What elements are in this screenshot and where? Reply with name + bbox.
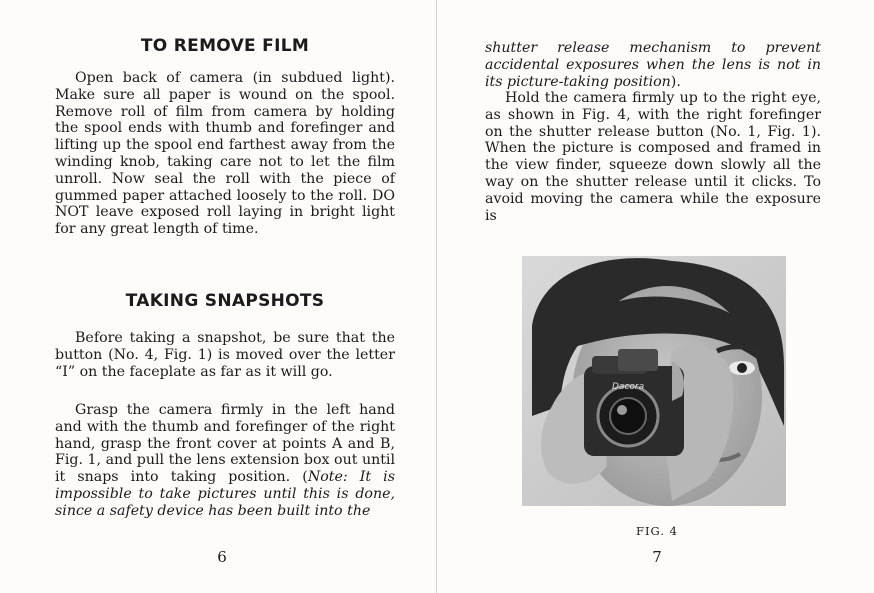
page-number-right: 7 [652,548,662,566]
woman-with-camera-illustration [522,256,786,506]
continued-paragraph [485,40,821,90]
snapshots-paragraph-1: Before taking a snapshot, be sure that the button (No. 4, Fig. 1) is moved over the letter “I” on the faceplate as far as it will go. [55,330,395,380]
taking-snapshots-heading: TAKING SNAPSHOTS [125,291,325,311]
note-label: Note [307,469,343,486]
figure-4-photo [522,256,786,506]
continued-italic-text: shutter release mechanism to prevent accidental exposures when the lens is not in its picture-taking position [485,40,821,90]
remove-film-heading: TO REMOVE FILM [140,36,310,56]
page-number-left: 6 [217,548,227,566]
figure-caption: FIG. 4 [636,524,678,538]
note-text: : It is impossible to take pictures until this is done, since a safety device has been built into the [55,469,395,519]
right-page [437,0,874,593]
hold-camera-paragraph: Hold the camera firmly up to the right eye, as shown in Fig. 4, with the right forefinger on the shutter release button (No. 1, Fig. 1). When the picture is composed and framed in the view finder, squeeze down slowly all the way on the shutter release until it clicks. To avoid moving the camera while the exposure is [485,90,821,224]
snapshots-paragraph-2-text: Grasp the camera firmly in the left hand and with the thumb and forefinger of the right hand, grasp the front cover at points A and B, Fig. 1, and pull the lens extension box out until it snaps into taking position. ( [55,402,395,486]
remove-film-paragraph: Open back of camera (in subdued light). Make sure all paper is wound on the spool. Remove roll of film from camera by holding the spool ends with thumb and forefinger and lifting up the spool end farthest away from the winding knob, taking care not to let the film unroll. Now seal the roll with the piece of gummed paper attached loosely to the roll. DO NOT leave exposed roll laying in bright light for any great length of time. [55,70,395,238]
camera-brand: Dacora [612,382,645,392]
continued-tail: ). [670,73,681,90]
snapshots-paragraph-2 [55,402,395,520]
